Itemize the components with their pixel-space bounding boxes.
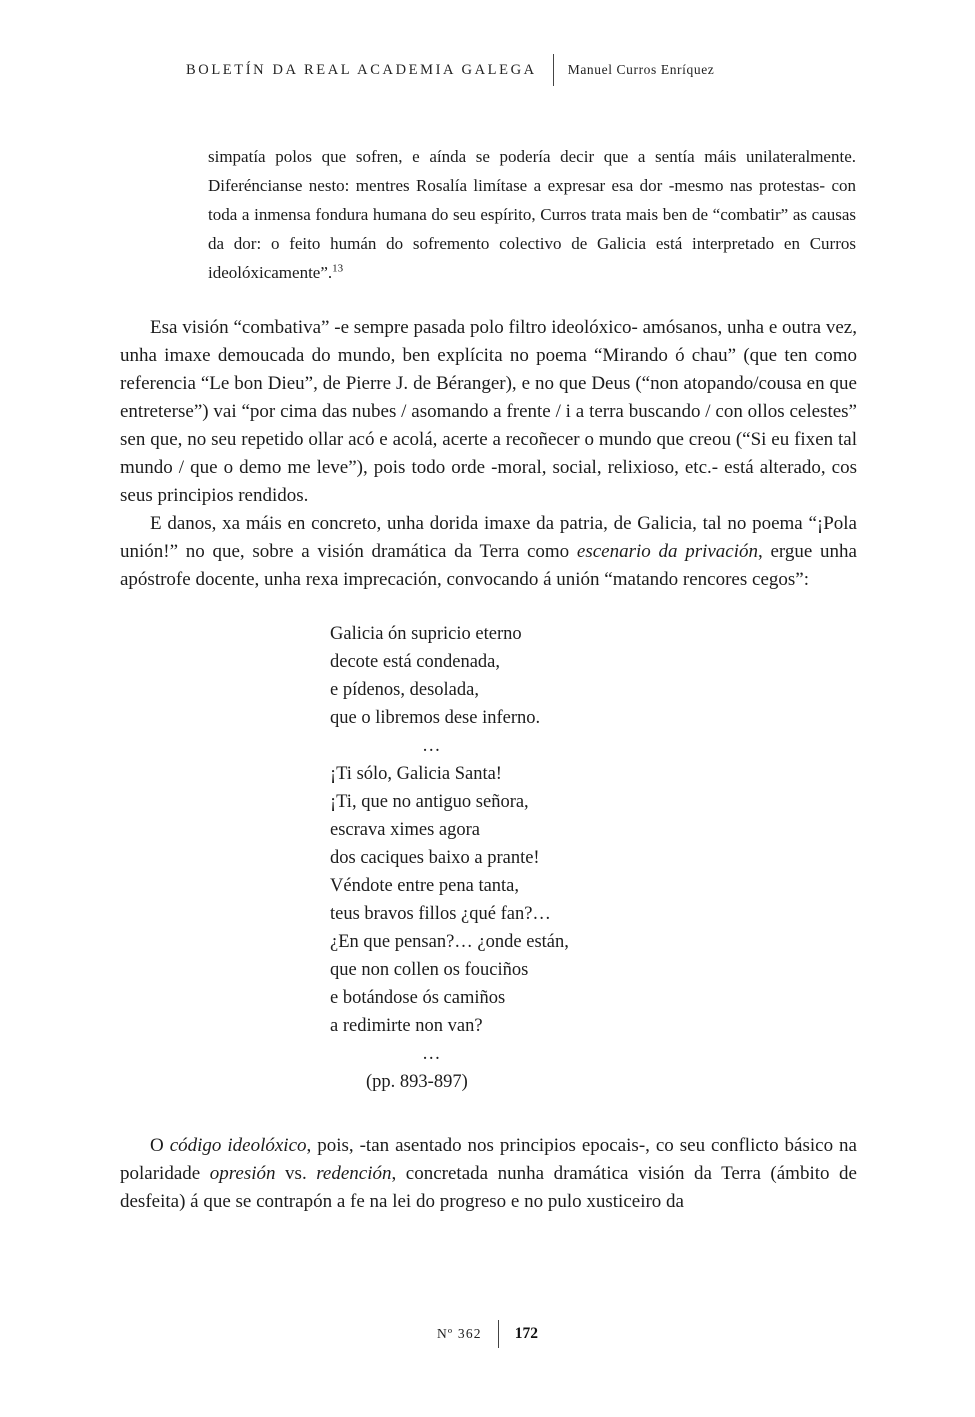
- paragraph-3-text: , pois, -tan asentado nos principios epocais-, co seu conflicto básico na polaridade: [120, 1135, 857, 1184]
- author-name: Manuel Curros Enríquez: [567, 62, 715, 77]
- journal-title: BOLETÍN DA REAL ACADEMIA GALEGA: [186, 61, 537, 78]
- poem-line: dos caciques baixo a prante!: [330, 848, 540, 868]
- page-header: [186, 54, 714, 86]
- poem-line: ¡Ti, que no antiguo señora,: [330, 792, 529, 812]
- footer-divider: [498, 1320, 499, 1348]
- paragraph-3-italic: redención: [316, 1163, 392, 1184]
- paragraph-3-text: , concretada nunha dramática visión da Terra (ámbito de desfeita) á que se contrapón a fe na lei do progreso e no pulo xusticeiro da: [120, 1163, 857, 1212]
- page-number: 172: [514, 1325, 538, 1342]
- paragraph-3-text: O: [150, 1135, 170, 1156]
- page-footer: [0, 1320, 975, 1348]
- paragraph-2-italic: escenario da privación: [576, 541, 759, 562]
- paragraph-2: [120, 510, 857, 594]
- poem-line: Galicia ón supricio eterno: [330, 624, 522, 644]
- paragraph-3-text: vs.: [275, 1163, 317, 1184]
- poem-line: ¡Ti sólo, Galicia Santa!: [330, 764, 502, 784]
- paragraph-1: Esa visión “combativa” -e sempre pasada polo filtro ideolóxico- amósanos, unha e outra vez, unha imaxe demoucada do mundo, ben explícita no poema “Mirando ó chau” (que ten como referencia “Le bon Dieu”, de Pierre J. de Béranger), e no que Deus (“non atopando/cousa en que entreterse”) vai “por cima das nubes / asomando a frente / i a terra buscando / con ollos celestes” sen que, no seu repetido ollar acó e acolá, acerte a recoñecer o mundo que creou (“Si eu fixen tal mundo / que o demo me leve”), pois todo orde -moral, social, relixioso, etc.- está alterado, cos seus principios rendidos.: [120, 317, 857, 506]
- paragraph-3-italic: código ideolóxico: [169, 1135, 307, 1156]
- poem-line: e pídenos, desolada,: [330, 680, 479, 700]
- poem-line: ¿En que pensan?… ¿onde están,: [330, 932, 569, 952]
- poem-line: a redimirte non van?: [330, 1016, 483, 1036]
- poem-line: teus bravos fillos ¿qué fan?…: [330, 904, 551, 924]
- block-quote: [208, 142, 856, 287]
- block-quote-text: simpatía polos que sofren, e aínda se podería decir que a sentía máis unilateralmente. Diferéncianse nesto: mentres Rosalía limítase a expresar esa dor -mesmo nas protestas- con toda a inmensa fondura humana do seu espírito, Curros trata mais ben de “combatir” as causas da dor: o feito humán do sofremento colectivo de Galicia está interpretado en Curros ideolóxicamente”.: [208, 147, 856, 282]
- main-text: [120, 314, 857, 1216]
- poem-ellipsis: …: [422, 1044, 444, 1064]
- paragraph-3: [120, 1132, 857, 1216]
- poem-line: decote está condenada,: [330, 652, 501, 672]
- paragraph-3-italic: opresión: [209, 1163, 276, 1184]
- poem-block: [330, 620, 857, 1096]
- issue-number: Nº 362: [436, 1326, 482, 1341]
- poem-ellipsis: …: [422, 736, 444, 756]
- poem-citation: (pp. 893-897): [366, 1072, 468, 1092]
- footnote-marker: 13: [332, 262, 344, 275]
- header-divider: [553, 54, 554, 86]
- paragraph-2-text: E danos, xa máis en concreto, unha dorida imaxe da patria, de Galicia, tal no poema “¡Pola unión!” no que, sobre a visión dramática da Terra como: [120, 513, 857, 562]
- poem-line: que non collen os fouciños: [330, 960, 529, 980]
- poem-line: e botándose ós camiños: [330, 988, 506, 1008]
- poem-line: escrava ximes agora: [330, 820, 480, 840]
- poem-line: Véndote entre pena tanta,: [330, 876, 520, 896]
- poem-line: que o libremos dese inferno.: [330, 708, 541, 728]
- paragraph-2-text: , ergue unha apóstrofe docente, unha rexa imprecación, convocando á unión “matando rencores cegos”:: [120, 541, 857, 590]
